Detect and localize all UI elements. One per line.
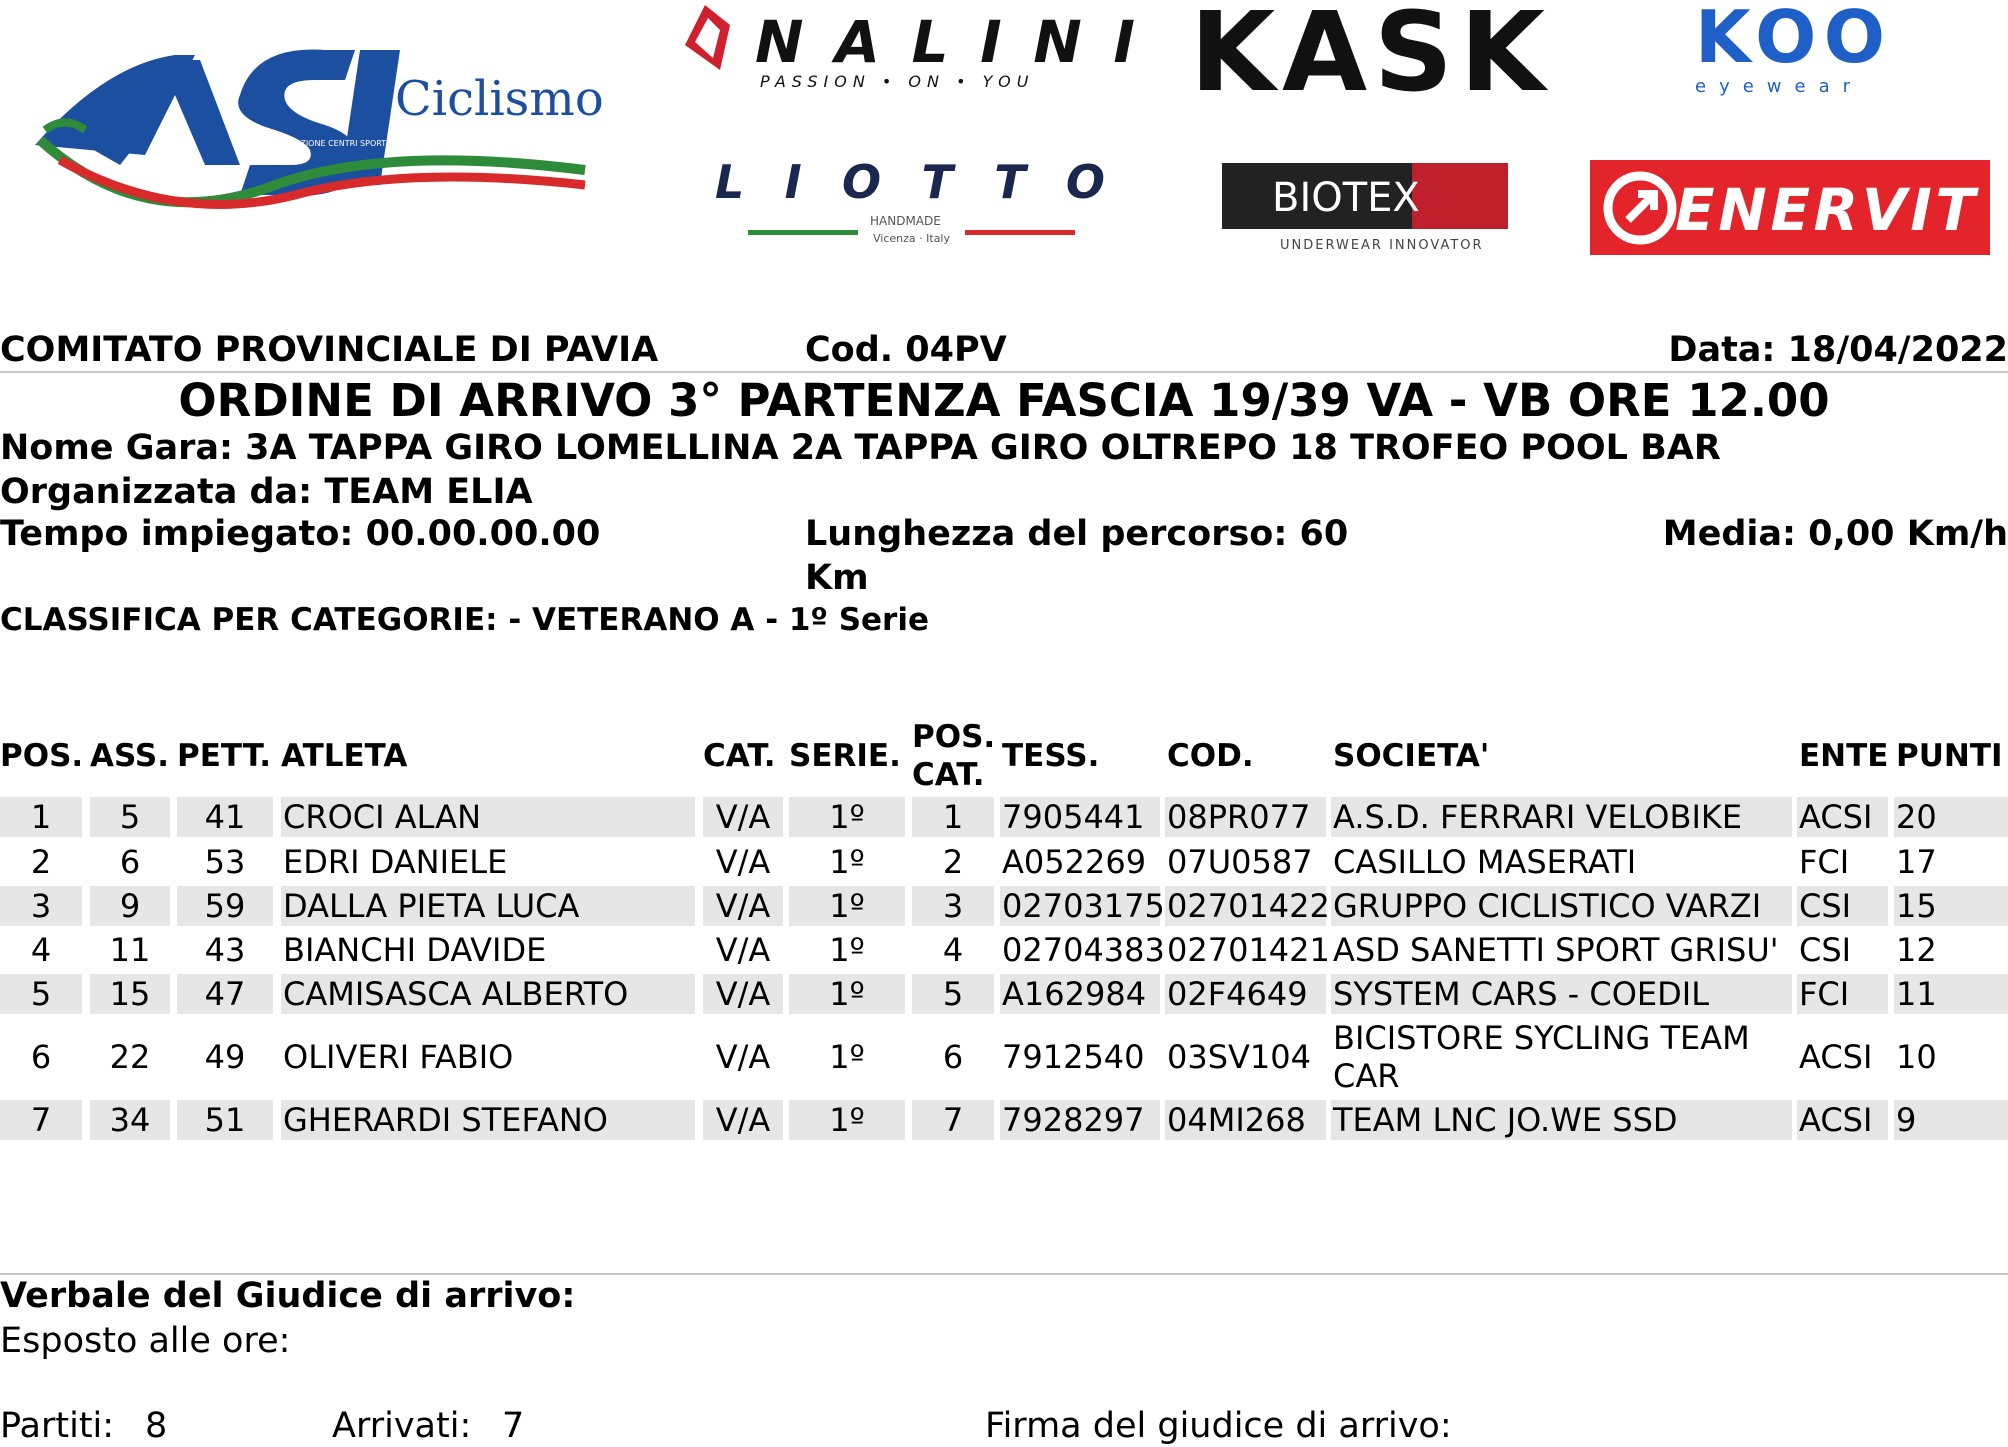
cell-cat: V/A bbox=[703, 797, 783, 837]
cell-cod: 02F4649 bbox=[1165, 974, 1326, 1014]
cell-pos: 6 bbox=[30, 1038, 52, 1076]
col-header-tess: TESS. bbox=[1002, 738, 1100, 774]
cell-poscat: 7 bbox=[912, 1100, 994, 1140]
cell-punti: 12 bbox=[1896, 931, 1937, 969]
cell-ente: ACSI bbox=[1797, 1100, 1888, 1140]
col-header-pos: POS. bbox=[0, 738, 84, 774]
liotto-wordmark: LIOTTO bbox=[715, 158, 1105, 209]
time-elapsed: Tempo impiegato: 00.00.00.00 bbox=[0, 514, 601, 554]
cell-cod: 07U0587 bbox=[1167, 843, 1313, 881]
table-row bbox=[0, 884, 2008, 928]
cell-pos: 3 bbox=[0, 886, 82, 926]
cell-ass: 5 bbox=[90, 797, 170, 837]
cell-cod: 02701421 bbox=[1167, 931, 1330, 969]
table-row bbox=[0, 972, 2008, 1016]
cell-societa: SYSTEM CARS - COEDIL bbox=[1331, 974, 1792, 1014]
cell-cat: V/A bbox=[703, 974, 783, 1014]
cell-tess: 7912540 bbox=[1002, 1038, 1145, 1076]
committee-label: COMITATO PROVINCIALE DI PAVIA bbox=[0, 330, 659, 370]
biotex-logo bbox=[1222, 163, 1508, 255]
cell-tess: A162984 bbox=[1000, 974, 1160, 1014]
cell-punti: 9 bbox=[1894, 1100, 2008, 1140]
koo-tagline: eyewear bbox=[1695, 76, 1864, 97]
acsi-ciclismo-logo bbox=[25, 35, 605, 220]
cell-poscat: 6 bbox=[942, 1038, 964, 1076]
col-header-ass: ASS. bbox=[90, 738, 170, 774]
cell-pos: 7 bbox=[0, 1100, 82, 1140]
cell-atleta: BIANCHI DAVIDE bbox=[283, 931, 547, 969]
esposto-label: Esposto alle ore: bbox=[0, 1321, 291, 1361]
partiti-value: 8 bbox=[145, 1406, 168, 1446]
course-length-unit: Km bbox=[805, 558, 869, 598]
cell-atleta: CAMISASCA ALBERTO bbox=[281, 974, 695, 1014]
cell-cod: 03SV104 bbox=[1167, 1038, 1311, 1076]
cell-serie: 1º bbox=[789, 886, 905, 926]
cell-societa: CASILLO MASERATI bbox=[1333, 843, 1637, 881]
cell-tess: 02703175 bbox=[1002, 887, 1165, 925]
table-row bbox=[0, 1017, 2008, 1097]
cell-pos: 4 bbox=[30, 931, 52, 969]
acsi-small-text: ASSOCIAZIONE CENTRI SPORTIVI ITALIANI bbox=[265, 139, 432, 148]
cell-pett: 49 bbox=[204, 1038, 246, 1076]
cell-cat: V/A bbox=[703, 886, 783, 926]
table-row bbox=[0, 928, 2008, 972]
cell-ass: 6 bbox=[119, 843, 141, 881]
cell-pett: 51 bbox=[177, 1100, 273, 1140]
cell-poscat: 1 bbox=[912, 797, 994, 837]
verbale-label: Verbale del Giudice di arrivo: bbox=[0, 1276, 576, 1316]
footer-divider bbox=[0, 1273, 2008, 1275]
arrivati-value: 7 bbox=[502, 1406, 525, 1446]
cell-serie: 1º bbox=[829, 843, 865, 881]
liotto-sub: Vicenza · Italy bbox=[873, 232, 950, 245]
col-header-cat: CAT. bbox=[703, 738, 776, 774]
koo-eyewear-logo bbox=[1690, 0, 1890, 100]
cell-serie: 1º bbox=[789, 797, 905, 837]
cell-ente: CSI bbox=[1797, 886, 1888, 926]
cell-poscat: 5 bbox=[912, 974, 994, 1014]
cell-pett: 59 bbox=[177, 886, 273, 926]
cell-serie: 1º bbox=[829, 1038, 865, 1076]
cell-societa: ASD SANETTI SPORT GRISU' bbox=[1333, 931, 1779, 969]
col-header-serie: SERIE. bbox=[789, 738, 901, 774]
cell-pett: 53 bbox=[204, 843, 246, 881]
col-header-poscat-line1: POS. bbox=[912, 719, 996, 755]
cell-pos: 1 bbox=[0, 797, 82, 837]
cell-poscat: 4 bbox=[942, 931, 964, 969]
cell-ente: FCI bbox=[1797, 974, 1888, 1014]
col-header-atleta: ATLETA bbox=[281, 738, 408, 774]
page-title: ORDINE DI ARRIVO 3° PARTENZA FASCIA 19/39 VA - VB ORE 12.00 bbox=[178, 374, 1830, 427]
table-row bbox=[0, 795, 2008, 839]
cell-tess: A052269 bbox=[1002, 843, 1147, 881]
cell-cod: 02701422 bbox=[1167, 887, 1330, 925]
nalini-tagline: PASSION • ON • YOU bbox=[760, 72, 1035, 91]
cell-atleta: EDRI DANIELE bbox=[283, 843, 508, 881]
enervit-logo bbox=[1590, 160, 1990, 255]
kask-wordmark: KASK bbox=[1190, 0, 1545, 95]
cell-cod: 04MI268 bbox=[1165, 1100, 1326, 1140]
acsi-subtitle: Ciclismo bbox=[395, 71, 604, 127]
organizer: Organizzata da: TEAM ELIA bbox=[0, 472, 533, 512]
table-row bbox=[0, 1098, 2008, 1142]
cell-societa: GRUPPO CICLISTICO VARZI bbox=[1331, 886, 1792, 926]
cell-punti: 15 bbox=[1894, 886, 2008, 926]
cell-societa: BICISTORE SYCLING TEAM CAR bbox=[1333, 1019, 1750, 1095]
col-header-cod: COD. bbox=[1167, 738, 1254, 774]
cell-serie: 1º bbox=[829, 931, 865, 969]
cell-atleta: OLIVERI FABIO bbox=[283, 1038, 514, 1076]
cell-cat: V/A bbox=[715, 843, 771, 881]
signature-label: Firma del giudice di arrivo: bbox=[985, 1406, 1452, 1446]
cell-societa: A.S.D. FERRARI VELOBIKE bbox=[1331, 797, 1792, 837]
cell-punti: 20 bbox=[1894, 797, 2008, 837]
cell-poscat: 3 bbox=[912, 886, 994, 926]
cell-punti: 11 bbox=[1894, 974, 2008, 1014]
cell-atleta: CROCI ALAN bbox=[281, 797, 695, 837]
cell-ass: 22 bbox=[109, 1038, 151, 1076]
table-row bbox=[0, 840, 2008, 884]
cell-ente: CSI bbox=[1799, 931, 1852, 969]
cell-ass: 9 bbox=[90, 886, 170, 926]
enervit-wordmark: ENERVIT bbox=[1675, 176, 1975, 244]
cell-ente: FCI bbox=[1799, 843, 1850, 881]
cell-ente: ACSI bbox=[1797, 797, 1888, 837]
cell-pos: 5 bbox=[0, 974, 82, 1014]
liotto-logo bbox=[710, 158, 1110, 258]
cell-cat: V/A bbox=[703, 1100, 783, 1140]
biotex-wordmark: BIOTEX bbox=[1272, 175, 1420, 221]
cell-pos: 2 bbox=[30, 843, 52, 881]
liotto-tagline: HANDMADE bbox=[870, 214, 941, 228]
cell-tess: 7928297 bbox=[1000, 1100, 1160, 1140]
cell-atleta: DALLA PIETA LUCA bbox=[281, 886, 695, 926]
cell-cat: V/A bbox=[715, 931, 771, 969]
cell-pett: 41 bbox=[177, 797, 273, 837]
cell-cod: 08PR077 bbox=[1165, 797, 1326, 837]
course-length: Lunghezza del percorso: 60 bbox=[805, 514, 1349, 554]
cell-serie: 1º bbox=[789, 974, 905, 1014]
col-header-societa: SOCIETA' bbox=[1333, 738, 1490, 774]
date-label: Data: 18/04/2022 bbox=[1668, 330, 2008, 370]
col-header-poscat-line2: CAT. bbox=[912, 757, 985, 793]
cell-punti: 17 bbox=[1896, 843, 1937, 881]
col-header-punti: PUNTI bbox=[1896, 738, 2003, 774]
kask-logo bbox=[1190, 0, 1550, 95]
race-name: Nome Gara: 3A TAPPA GIRO LOMELLINA 2A TAPPA GIRO OLTREPO 18 TROFEO POOL BAR bbox=[0, 428, 1721, 468]
koo-wordmark: KOO bbox=[1695, 0, 1885, 79]
cell-poscat: 2 bbox=[942, 843, 964, 881]
nalini-wordmark: NALINI bbox=[755, 8, 1135, 76]
partiti-label: Partiti: bbox=[0, 1406, 115, 1446]
cell-pett: 47 bbox=[177, 974, 273, 1014]
biotex-tagline: UNDERWEAR INNOVATOR bbox=[1280, 238, 1484, 253]
arrivati-label: Arrivati: bbox=[332, 1406, 472, 1446]
cell-cat: V/A bbox=[715, 1038, 771, 1076]
cell-ass: 11 bbox=[109, 931, 151, 969]
header-divider bbox=[0, 371, 2008, 373]
cell-ass: 34 bbox=[90, 1100, 170, 1140]
col-header-pett: PETT. bbox=[177, 738, 271, 774]
classification-label: CLASSIFICA PER CATEGORIE: - VETERANO A - 1º Serie bbox=[0, 602, 930, 638]
cell-ente: ACSI bbox=[1799, 1038, 1873, 1076]
cell-societa: TEAM LNC JO.WE SSD bbox=[1331, 1100, 1792, 1140]
col-header-ente: ENTE bbox=[1799, 738, 1889, 774]
nalini-logo bbox=[675, 0, 1145, 95]
cell-serie: 1º bbox=[789, 1100, 905, 1140]
cell-punti: 10 bbox=[1896, 1038, 1937, 1076]
cell-atleta: GHERARDI STEFANO bbox=[281, 1100, 695, 1140]
cell-ass: 15 bbox=[90, 974, 170, 1014]
average-speed: Media: 0,00 Km/h bbox=[1662, 514, 2008, 554]
cell-pett: 43 bbox=[204, 931, 246, 969]
cell-tess: 02704383 bbox=[1002, 931, 1165, 969]
cell-tess: 7905441 bbox=[1000, 797, 1160, 837]
code-label: Cod. 04PV bbox=[805, 330, 1007, 370]
